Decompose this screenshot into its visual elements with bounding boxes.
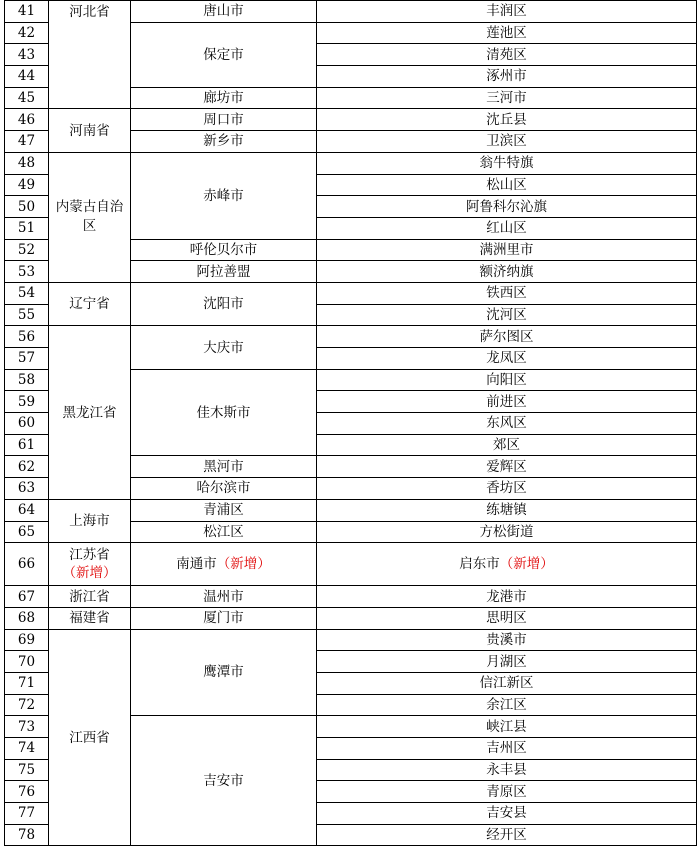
city-cell: 沈阳市 — [131, 282, 317, 325]
district-cell: 方松街道 — [317, 521, 697, 543]
table-row — [5, 1, 697, 23]
city-cell: 黑河市 — [131, 456, 317, 478]
city-cell: 松江区 — [131, 521, 317, 543]
district-cell: 额济纳旗 — [317, 261, 697, 283]
district-cell: 向阳区 — [317, 369, 697, 391]
row-number: 46 — [5, 109, 49, 131]
region-table — [4, 0, 697, 846]
province-cell: 上海市 — [49, 499, 131, 542]
row-number: 44 — [5, 66, 49, 88]
table-row — [5, 326, 697, 348]
new-added-note: （新增） — [62, 565, 117, 582]
city-cell: 温州市 — [131, 586, 317, 608]
province-cell: 江西省 — [49, 629, 131, 846]
district-cell: 吉州区 — [317, 738, 697, 760]
row-number: 48 — [5, 152, 49, 174]
district-cell: 青原区 — [317, 781, 697, 803]
row-number: 66 — [5, 543, 49, 586]
district-cell: 贵溪市 — [317, 629, 697, 651]
city-cell: 吉安市 — [131, 716, 317, 846]
row-number: 75 — [5, 759, 49, 781]
table-row — [5, 282, 697, 304]
district-cell: 铁西区 — [317, 282, 697, 304]
district-cell — [317, 543, 697, 586]
district-cell: 满洲里市 — [317, 239, 697, 261]
city-cell: 唐山市 — [131, 1, 317, 23]
row-number: 78 — [5, 824, 49, 846]
city-cell: 阿拉善盟 — [131, 261, 317, 283]
district-cell: 经开区 — [317, 824, 697, 846]
city-cell: 青浦区 — [131, 499, 317, 521]
row-number: 51 — [5, 217, 49, 239]
table-row — [5, 586, 697, 608]
city-cell: 新乡市 — [131, 131, 317, 153]
province-cell — [49, 543, 131, 586]
row-number: 65 — [5, 521, 49, 543]
table-row — [5, 109, 697, 131]
district-cell: 丰润区 — [317, 1, 697, 23]
row-number: 50 — [5, 196, 49, 218]
new-added-note: （新增） — [499, 556, 554, 573]
row-number: 64 — [5, 499, 49, 521]
city-cell: 周口市 — [131, 109, 317, 131]
city-cell: 鹰潭市 — [131, 629, 317, 716]
district-cell: 三河市 — [317, 87, 697, 109]
table-row — [5, 499, 697, 521]
district-cell: 东风区 — [317, 413, 697, 435]
province-cell: 河南省 — [49, 109, 131, 152]
district-cell: 香坊区 — [317, 478, 697, 500]
row-number: 55 — [5, 304, 49, 326]
province-cell: 福建省 — [49, 607, 131, 629]
province-cell: 河北省 — [49, 1, 131, 109]
row-number: 42 — [5, 22, 49, 44]
row-number: 59 — [5, 391, 49, 413]
district-cell: 信江新区 — [317, 672, 697, 694]
row-number: 68 — [5, 607, 49, 629]
row-number: 71 — [5, 672, 49, 694]
row-number: 61 — [5, 434, 49, 456]
row-number: 47 — [5, 131, 49, 153]
district-cell: 卫滨区 — [317, 131, 697, 153]
district-cell: 前进区 — [317, 391, 697, 413]
row-number: 53 — [5, 261, 49, 283]
city-cell: 赤峰市 — [131, 152, 317, 239]
district-cell: 练塘镇 — [317, 499, 697, 521]
district-cell: 松山区 — [317, 174, 697, 196]
row-number: 54 — [5, 282, 49, 304]
table-row — [5, 607, 697, 629]
city-cell — [131, 543, 317, 586]
city-cell: 哈尔滨市 — [131, 478, 317, 500]
district-cell: 爱辉区 — [317, 456, 697, 478]
row-number: 41 — [5, 1, 49, 23]
district-cell: 萨尔图区 — [317, 326, 697, 348]
district-cell: 余江区 — [317, 694, 697, 716]
district-cell: 红山区 — [317, 217, 697, 239]
district-cell: 永丰县 — [317, 759, 697, 781]
district-cell: 莲池区 — [317, 22, 697, 44]
city-name: 南通市 — [176, 556, 217, 573]
district-cell: 峡江县 — [317, 716, 697, 738]
row-number: 45 — [5, 87, 49, 109]
province-cell: 内蒙古自治区 — [49, 152, 131, 282]
row-number: 57 — [5, 348, 49, 370]
district-cell: 龙港市 — [317, 586, 697, 608]
district-cell: 郊区 — [317, 434, 697, 456]
new-added-note: （新增） — [216, 556, 271, 573]
province-name: 江苏省 — [69, 547, 110, 564]
city-cell: 呼伦贝尔市 — [131, 239, 317, 261]
row-number: 62 — [5, 456, 49, 478]
row-number: 52 — [5, 239, 49, 261]
district-cell: 思明区 — [317, 607, 697, 629]
row-number: 73 — [5, 716, 49, 738]
row-number: 60 — [5, 413, 49, 435]
row-number: 70 — [5, 651, 49, 673]
district-cell: 沈丘县 — [317, 109, 697, 131]
district-cell: 涿州市 — [317, 66, 697, 88]
row-number: 56 — [5, 326, 49, 348]
district-cell: 吉安县 — [317, 803, 697, 825]
row-number: 74 — [5, 738, 49, 760]
district-cell: 阿鲁科尔沁旗 — [317, 196, 697, 218]
province-cell: 黑龙江省 — [49, 326, 131, 500]
city-cell: 大庆市 — [131, 326, 317, 369]
city-cell: 佳木斯市 — [131, 369, 317, 456]
province-cell: 辽宁省 — [49, 282, 131, 325]
district-cell: 翁牛特旗 — [317, 152, 697, 174]
table-row — [5, 543, 697, 586]
row-number: 72 — [5, 694, 49, 716]
row-number: 67 — [5, 586, 49, 608]
row-number: 77 — [5, 803, 49, 825]
city-cell: 厦门市 — [131, 607, 317, 629]
row-number: 58 — [5, 369, 49, 391]
district-cell: 龙凤区 — [317, 348, 697, 370]
table-row — [5, 152, 697, 174]
row-number: 76 — [5, 781, 49, 803]
row-number: 49 — [5, 174, 49, 196]
row-number: 43 — [5, 44, 49, 66]
district-cell: 清苑区 — [317, 44, 697, 66]
city-cell: 保定市 — [131, 22, 317, 87]
district-cell: 月湖区 — [317, 651, 697, 673]
table-row — [5, 629, 697, 651]
province-cell: 浙江省 — [49, 586, 131, 608]
district-name: 启东市 — [459, 556, 500, 573]
city-cell: 廊坊市 — [131, 87, 317, 109]
district-cell: 沈河区 — [317, 304, 697, 326]
row-number: 69 — [5, 629, 49, 651]
row-number: 63 — [5, 478, 49, 500]
